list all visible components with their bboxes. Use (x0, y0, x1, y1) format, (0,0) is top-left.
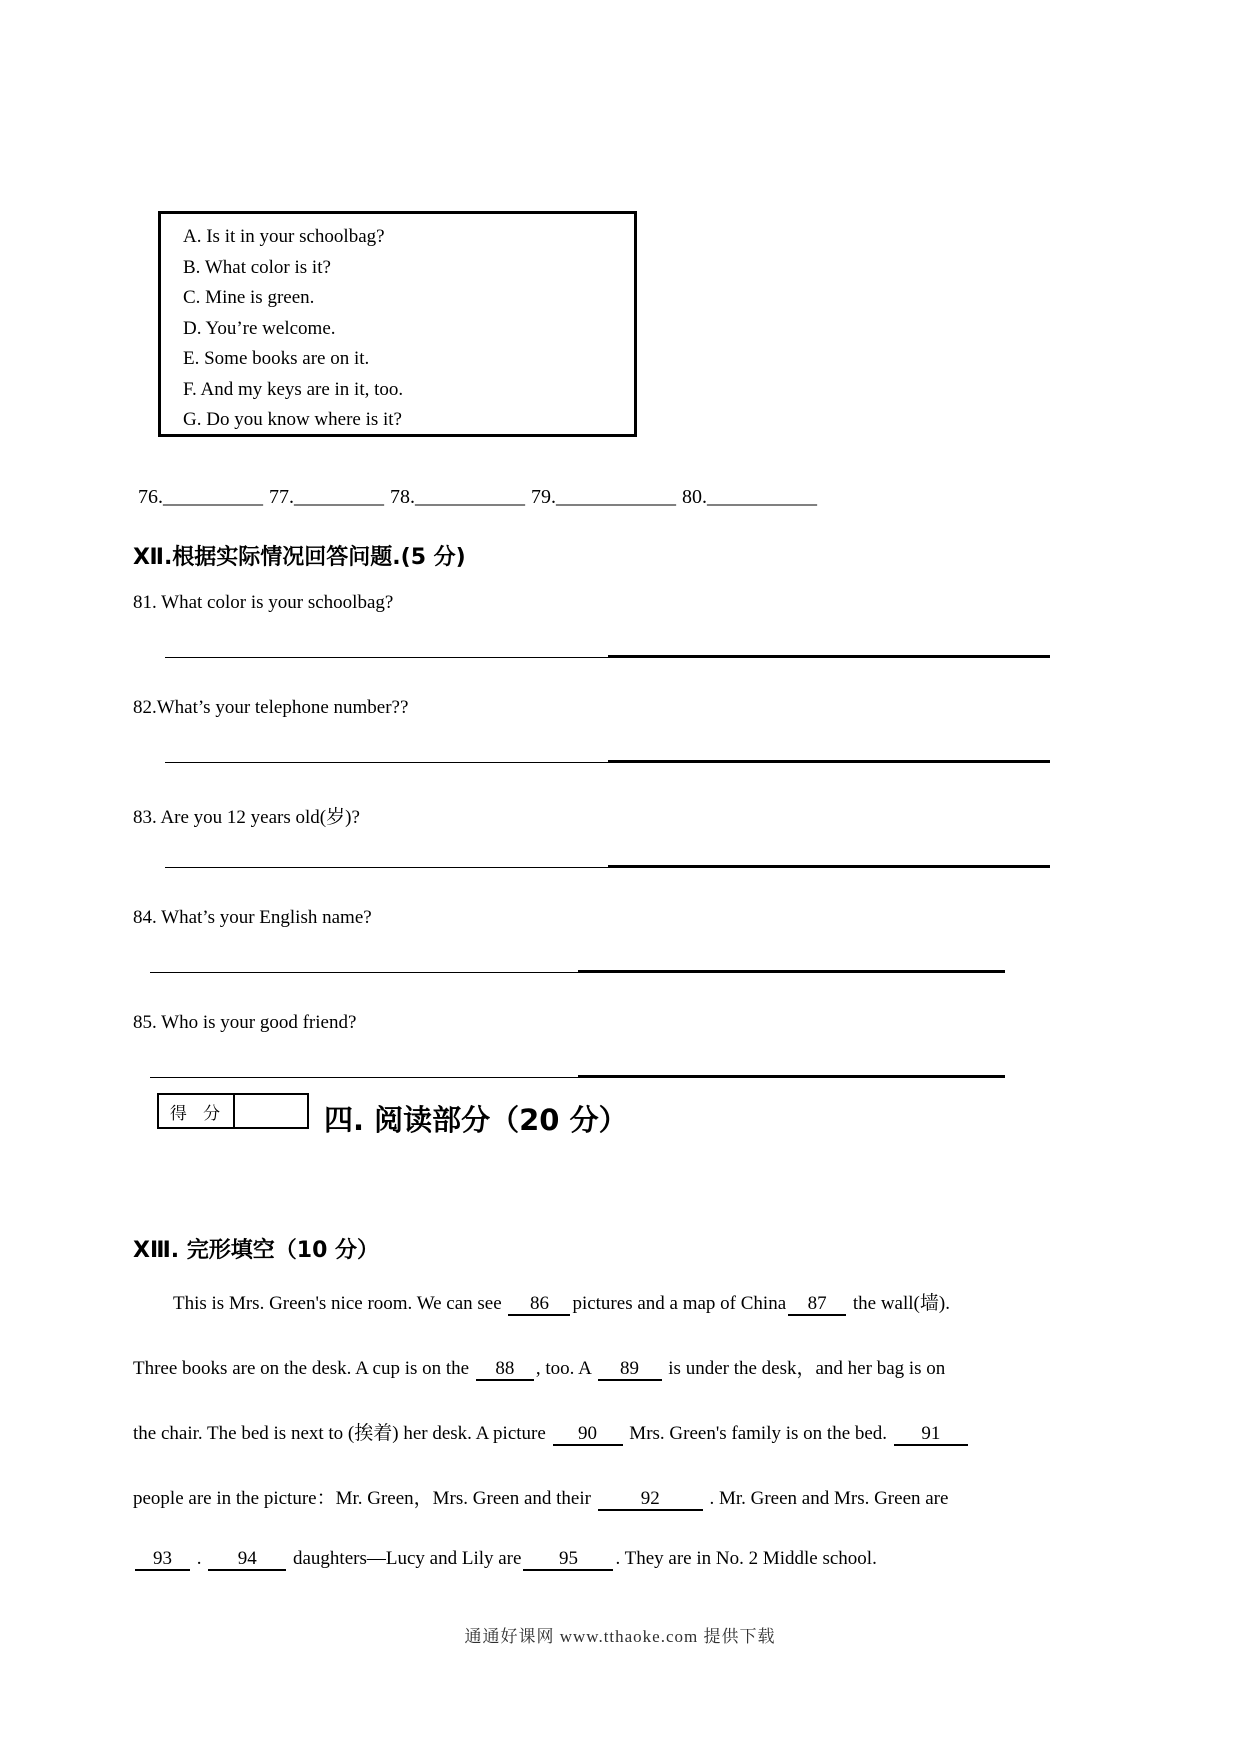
answer-line-thick (608, 655, 1051, 658)
passage-line (133, 1288, 1123, 1353)
option-item: C. Mine is green. (183, 287, 315, 308)
answer-blank: 79.____________ (531, 486, 676, 508)
answer-blank: 76.__________ (138, 486, 263, 508)
answer-line-thick (608, 865, 1051, 868)
cloze-blank: 91 (894, 1424, 968, 1446)
question-item (133, 697, 1133, 802)
answer-line (165, 864, 1050, 868)
section13-title: XⅢ. 完形填空（10 分） (133, 1238, 380, 1263)
passage-text: . Mr. Green and Mrs. Green are (704, 1488, 949, 1509)
answer-line (165, 759, 1050, 763)
passage-text: , too. A (535, 1358, 596, 1379)
question-text: 84. What’s your English name? (133, 907, 372, 928)
score-box-label: 得 分 (159, 1095, 235, 1127)
passage-line (133, 1353, 1123, 1418)
cloze-blank: 94 (208, 1549, 286, 1571)
passage-text: pictures and a map of China (572, 1293, 787, 1314)
answer-blank: 80.___________ (682, 486, 817, 508)
answer-blank: 78.___________ (390, 486, 525, 508)
passage-text: people are in the picture：Mr. Green，Mrs. Green and their (133, 1488, 596, 1509)
cloze-blank: 89 (598, 1359, 662, 1381)
cloze-blank: 87 (788, 1294, 846, 1316)
answer-line (165, 654, 1050, 658)
cloze-blank: 88 (476, 1359, 534, 1381)
cloze-blank: 93 (135, 1549, 190, 1571)
passage-text: . They are in No. 2 Middle school. (615, 1548, 877, 1569)
question-text: 82.What’s your telephone number?? (133, 697, 409, 718)
passage (133, 1288, 1123, 1613)
question-list (133, 592, 1133, 1117)
option-item: E. Some books are on it. (183, 348, 370, 369)
passage-text: the wall(墙). (848, 1293, 950, 1314)
passage-line (133, 1418, 1123, 1483)
score-box (157, 1093, 309, 1129)
cloze-blank: 95 (523, 1549, 613, 1571)
option-list (183, 222, 634, 436)
question-item (133, 907, 1133, 1012)
answer-line-thin (150, 1077, 578, 1078)
passage-text: is under the desk，and her bag is on (663, 1358, 946, 1379)
question-text: 85. Who is your good friend? (133, 1012, 357, 1033)
answer-line-thin (165, 657, 608, 658)
question-item (133, 592, 1133, 697)
answer-line-thin (165, 762, 608, 763)
passage-text: the chair. The bed is next to (挨着) her desk. A picture (133, 1423, 551, 1444)
cloze-blank: 92 (598, 1489, 703, 1511)
blanks-row (138, 486, 823, 509)
question-text: 83. Are you 12 years old(岁)? (133, 807, 360, 828)
answer-line-thick (578, 970, 1006, 973)
option-item: B. What color is it? (183, 256, 331, 278)
option-box (158, 211, 637, 437)
option-item: G. Do you know where is it? (183, 409, 402, 430)
answer-blank: 77._________ (269, 486, 384, 508)
answer-line (150, 969, 1005, 973)
passage-line (133, 1483, 1123, 1548)
passage-text: Mrs. Green's family is on the bed. (624, 1423, 892, 1444)
passage-line (133, 1548, 1123, 1613)
question-item (133, 802, 1133, 907)
footer-text: 通通好课网 www.tthaoke.com 提供下载 (464, 1627, 776, 1646)
cloze-blank: 86 (508, 1294, 570, 1316)
passage-text: This is Mrs. Green's nice room. We can see (173, 1293, 507, 1314)
section12-title: Ⅻ.根据实际情况回答问题.(5 分) (133, 545, 466, 570)
passage-text: daughters—Lucy and Lily are (288, 1548, 522, 1569)
score-box-empty-cell (235, 1095, 307, 1127)
passage-text: . (192, 1548, 207, 1569)
passage-text: Three books are on the desk. A cup is on the (133, 1358, 474, 1379)
option-item: F. And my keys are in it, too. (183, 378, 404, 400)
option-item: A. Is it in your schoolbag? (183, 226, 385, 247)
answer-line-thick (608, 760, 1051, 763)
answer-line-thin (165, 867, 608, 868)
answer-line-thick (578, 1075, 1006, 1078)
cloze-blank: 90 (553, 1424, 623, 1446)
part4-title: 四. 阅读部分（20 分） (324, 1103, 628, 1137)
question-text: 81. What color is your schoolbag? (133, 592, 394, 613)
answer-line (150, 1074, 1005, 1078)
option-item: D. You’re welcome. (183, 317, 336, 339)
answer-line-thin (150, 972, 578, 973)
